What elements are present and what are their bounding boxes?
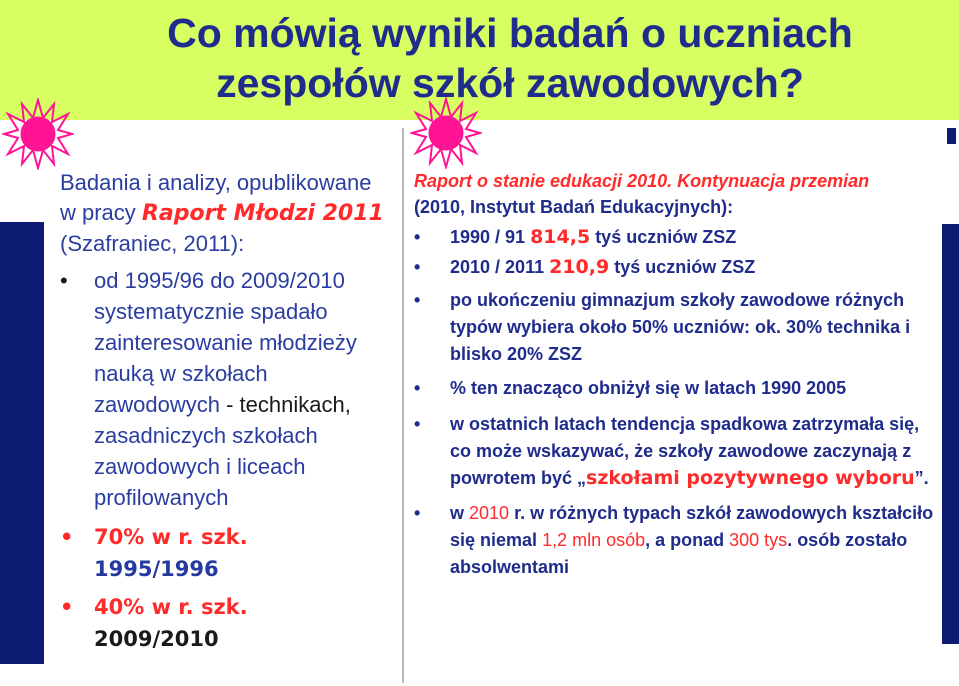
bullet-icon: • [414, 290, 421, 310]
bullet3-label: w r. szk. [144, 595, 248, 619]
bullet1-text: od 1995/96 do 2009/2010 systematycznie spadało zainteresowanie młodzieży nauką w szkołach zawodowych [94, 268, 357, 417]
left-bullets [58, 265, 393, 655]
list-item [58, 265, 393, 513]
right-accent-mark [947, 128, 956, 144]
left-accent-bar [0, 222, 44, 664]
b2-number: 210,9 [549, 256, 610, 278]
bullet-icon: • [414, 257, 421, 277]
bullet-icon: • [60, 525, 74, 549]
bullet-icon: • [60, 268, 68, 293]
b6-number1: 1,2 mln osób [542, 530, 646, 550]
slide-title: Co mówią wyniki badań o uczniach zespołów szkół zawodowych? [167, 10, 853, 106]
intro-citation: (Szafraniec, 2011): [60, 231, 245, 256]
right-accent-bar [942, 224, 959, 644]
b1-unit: tyś uczniów ZSZ [590, 227, 737, 247]
b2-label: 2010 / 2011 [450, 257, 550, 277]
b6-text: w [450, 503, 470, 523]
bullet1-highlight: - technikach, [226, 392, 351, 417]
bullet-icon: • [414, 503, 421, 523]
list-item [414, 287, 944, 368]
bullet1-text-end: zasadniczych szkołach zawodowych i liceach profilowanych [94, 423, 318, 510]
b4-text: % ten znacząco obniżył się w latach 1990 2005 [450, 378, 847, 398]
b6-text-end: . osób zostało absolwentami [450, 530, 908, 577]
report-name: Raport Młodzi 2011 [141, 201, 384, 226]
b6-number2: 300 tys [729, 530, 788, 550]
bullet3-year: 2009/2010 [94, 627, 219, 651]
b5-highlight: szkołami pozytywnego wyboru [586, 467, 915, 489]
bullet2-year: 1995/1996 [94, 557, 219, 581]
bullet3-percent: 40% [94, 595, 145, 619]
report-heading: Raport o stanie edukacji 2010. Kontynuacja przemian [414, 171, 870, 191]
intro-text: Badania i analizy, opublikowane w pracy [60, 170, 372, 225]
b6-text-mid: r. w różnych typach szkół zawodowych kształciło się niemal [450, 503, 934, 550]
b5-text-end: ”. [914, 468, 929, 488]
sun-icon [2, 98, 74, 170]
report-citation: (2010, Instytut Badań Edukacyjnych): [414, 197, 734, 217]
list-item [414, 254, 944, 281]
left-intro [60, 168, 393, 259]
list-item [414, 411, 944, 492]
bullet-icon: • [414, 378, 421, 398]
bullet-icon: • [60, 595, 74, 619]
list-item [414, 500, 944, 581]
column-divider [402, 128, 404, 683]
right-column [414, 168, 944, 581]
bullet2-label: w r. szk. [144, 525, 248, 549]
b1-label: 1990 / 91 [450, 227, 531, 247]
list-item [58, 521, 393, 585]
bullet-icon: • [414, 414, 421, 434]
b2-unit: tyś uczniów ZSZ [609, 257, 756, 277]
b1-number: 814,5 [530, 226, 591, 248]
b6-year: 2010 [469, 503, 510, 523]
sun-icon [410, 97, 482, 169]
list-item [414, 224, 944, 251]
b3-text: po ukończeniu gimnazjum szkoły zawodowe różnych typów wybiera około 50% uczniów: ok. 30% technika i blisko 20% ZSZ [450, 290, 911, 364]
b5-text: w ostatnich latach tendencja spadkowa zatrzymała się, co może wskazywać, że szkoły zawodowe zaczynają z powrotem być „ [450, 414, 920, 488]
list-item [58, 591, 393, 655]
list-item [414, 375, 944, 402]
bullet2-percent: 70% [94, 525, 145, 549]
b6-text-mid2: , a ponad [645, 530, 730, 550]
right-bullets [414, 224, 944, 581]
bullet-icon: • [414, 227, 421, 247]
left-column [58, 168, 393, 655]
